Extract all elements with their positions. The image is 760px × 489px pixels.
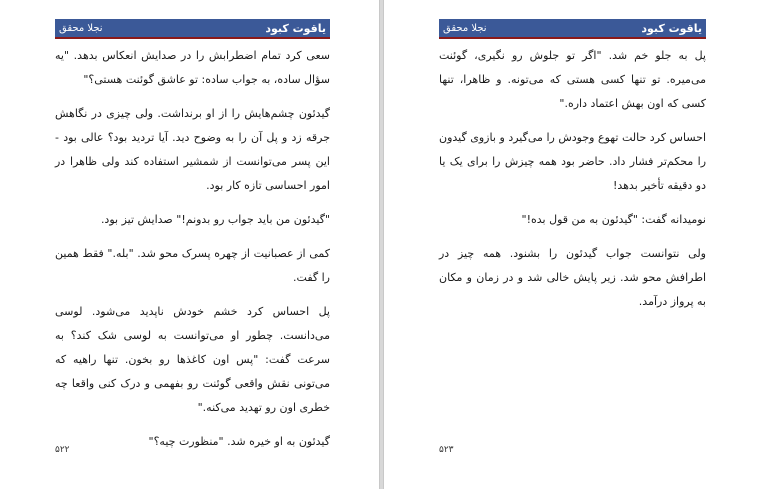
paragraph: گیدئون چشم‌هایش را از او برنداشت. ولی چیزی در نگاهش جرقه زد و پل آن را به وضوح دید. آیا تردید بود؟ عالی بود - این پسر می‌توانست از شمشیر استفاده کند ولی ظاهرا در امور احساسی تازه کار بود. [55, 107, 330, 192]
page-header [55, 19, 330, 39]
page-number: ۵۲۳ [439, 445, 454, 455]
paragraph: سعی کرد تمام اضطرابش را در صدایش انعکاس بدهد. "یه سؤال ساده، به جواب ساده: تو عاشق گوئنت هستی؟" [55, 49, 330, 86]
paragraph: پل احساس کرد خشم خودش ناپدید می‌شود. لوسی می‌دانست. چطور او می‌توانست به لوسی شک کند؟ به سرعت گفت: "پس اون کاغذها رو بخون. تنها راهیه که می‌تونی نقش واقعی گوئنت رو بفهمی و درک کنی واقعا چه خطری اون رو تهدید می‌کنه." [55, 305, 330, 414]
header-author: نجلا محقق [443, 22, 487, 34]
paragraph: احساس کرد حالت تهوع وجودش را می‌گیرد و بازوی گیدون را محکم‌تر فشار داد. حاضر بود همه چیزش را برای یک یا دو دقیقه تأخیر بدهد! [439, 131, 706, 192]
paragraph: "گیدئون من باید جواب رو بدونم!" صدایش تیز بود. [100, 213, 330, 226]
page-number: ۵۲۲ [55, 445, 70, 455]
page-body [439, 44, 706, 324]
header-title: یاقوت کبود [265, 21, 326, 35]
header-author: نجلا محقق [59, 22, 103, 34]
page-body [55, 44, 330, 464]
paragraph: ولی نتوانست جواب گیدئون را بشنود. همه چیز در اطرافش محو شد. زیر پایش خالی شد و در زمان و مکان به پرواز درآمد. [439, 247, 706, 308]
paragraph: پل به جلو خم شد. "اگر تو جلوش رو نگیری، گوئنت می‌میره. تو تنها کسی هستی که می‌تونه. و ظاهرا، تنها کسی که اون بهش اعتماد داره." [439, 49, 706, 110]
page-header [439, 19, 706, 39]
right-page [383, 0, 760, 489]
header-title: یاقوت کبود [641, 21, 702, 35]
paragraph: نومیدانه گفت: "گیدئون به من قول بده!" [521, 213, 706, 226]
paragraph: کمی از عصبانیت از چهره پسرک محو شد. "بله." فقط همین را گفت. [55, 247, 330, 284]
paragraph: گیدئون به او خیره شد. "منظورت چیه؟" [148, 435, 330, 448]
